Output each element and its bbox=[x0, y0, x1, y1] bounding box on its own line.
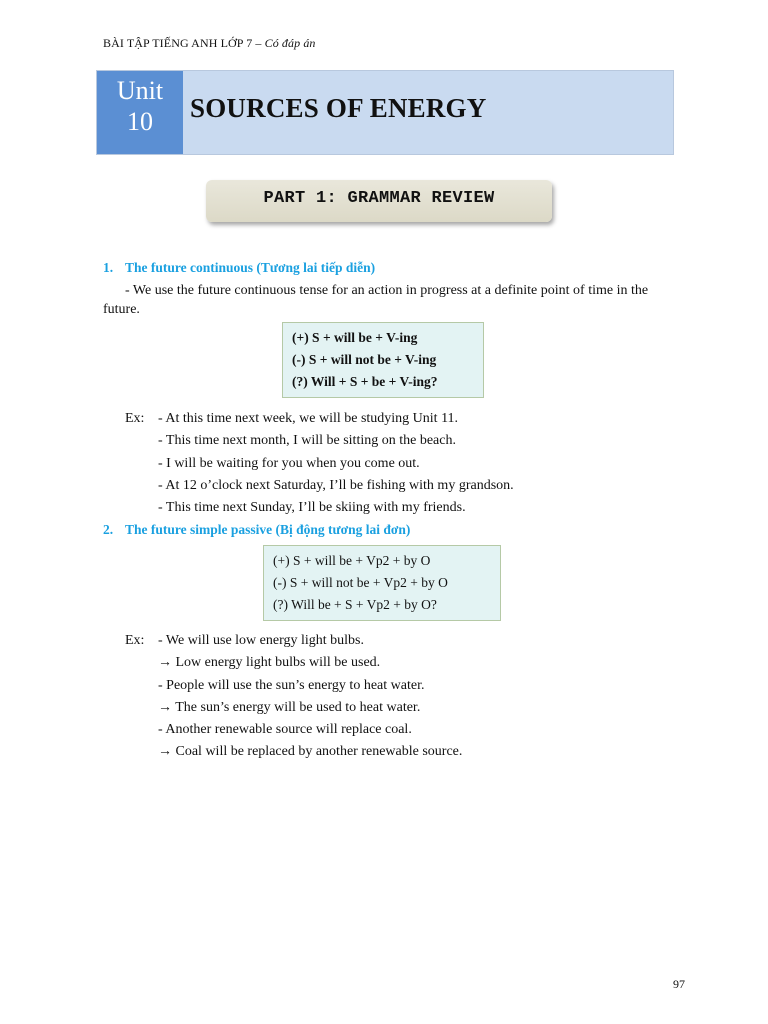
examples-future-simple-passive bbox=[125, 630, 462, 764]
section-title: The future simple passive (Bị động tương lai đơn) bbox=[125, 522, 411, 537]
ex-label: Ex: bbox=[125, 633, 145, 648]
example-line: - I will be waiting for you when you come out. bbox=[158, 455, 420, 471]
section-description: - We use the future continuous tense for an action in progress at a definite point of time in the future. bbox=[103, 283, 649, 317]
formula-box-future-simple-passive bbox=[263, 545, 501, 621]
example-line: - Another renewable source will replace coal. bbox=[158, 722, 412, 738]
example-line: → Coal will be replaced by another renewable source. bbox=[158, 744, 463, 760]
example-line: - We will use low energy light bulbs. bbox=[158, 633, 365, 648]
section-number: 2. bbox=[103, 522, 114, 537]
example-line: → The sun’s energy will be used to heat water. bbox=[158, 699, 421, 715]
book-subtitle: Có đáp án bbox=[264, 36, 316, 50]
example-line: → Low energy light bulbs will be used. bbox=[158, 655, 381, 671]
part-heading: PART 1: GRAMMAR REVIEW bbox=[206, 180, 552, 222]
formula-affirmative: (+) S + will be + V-ing bbox=[292, 330, 418, 345]
example-line: - At 12 o’clock next Saturday, I’ll be fishing with my grandson. bbox=[158, 477, 514, 493]
example-line: - This time next month, I will be sitting on the beach. bbox=[158, 433, 456, 449]
formula-box-future-continuous bbox=[282, 322, 484, 398]
section-title: The future continuous (Tương lai tiếp diễn) bbox=[125, 260, 376, 275]
section-heading-future-continuous bbox=[103, 260, 375, 276]
unit-banner bbox=[96, 70, 674, 155]
formula-question: (?) Will + S + be + V-ing? bbox=[292, 374, 438, 389]
unit-number: 10 bbox=[127, 107, 153, 136]
example-line: - At this time next week, we will be studying Unit 11. bbox=[158, 411, 459, 426]
formula-question: (?) Will be + S + Vp2 + by O? bbox=[273, 597, 437, 612]
unit-word: Unit bbox=[116, 76, 164, 105]
section-number: 1. bbox=[103, 260, 114, 275]
formula-affirmative: (+) S + will be + Vp2 + by O bbox=[273, 553, 431, 568]
book-title: BÀI TẬP TIẾNG ANH LỚP 7 – bbox=[103, 36, 262, 50]
formula-negative: (-) S + will not be + V-ing bbox=[292, 352, 437, 367]
formula-negative: (-) S + will not be + Vp2 + by O bbox=[273, 575, 448, 590]
ex-label: Ex: bbox=[125, 411, 145, 426]
section-heading-future-simple-passive bbox=[103, 522, 410, 538]
page-number: 97 bbox=[673, 977, 685, 991]
unit-number-box bbox=[97, 71, 183, 154]
examples-future-continuous bbox=[125, 408, 514, 519]
unit-title: SOURCES OF ENERGY bbox=[190, 93, 487, 123]
running-header bbox=[103, 36, 316, 51]
example-line: - This time next Sunday, I’ll be skiing with my friends. bbox=[158, 500, 466, 516]
example-line: - People will use the sun’s energy to heat water. bbox=[158, 677, 425, 693]
